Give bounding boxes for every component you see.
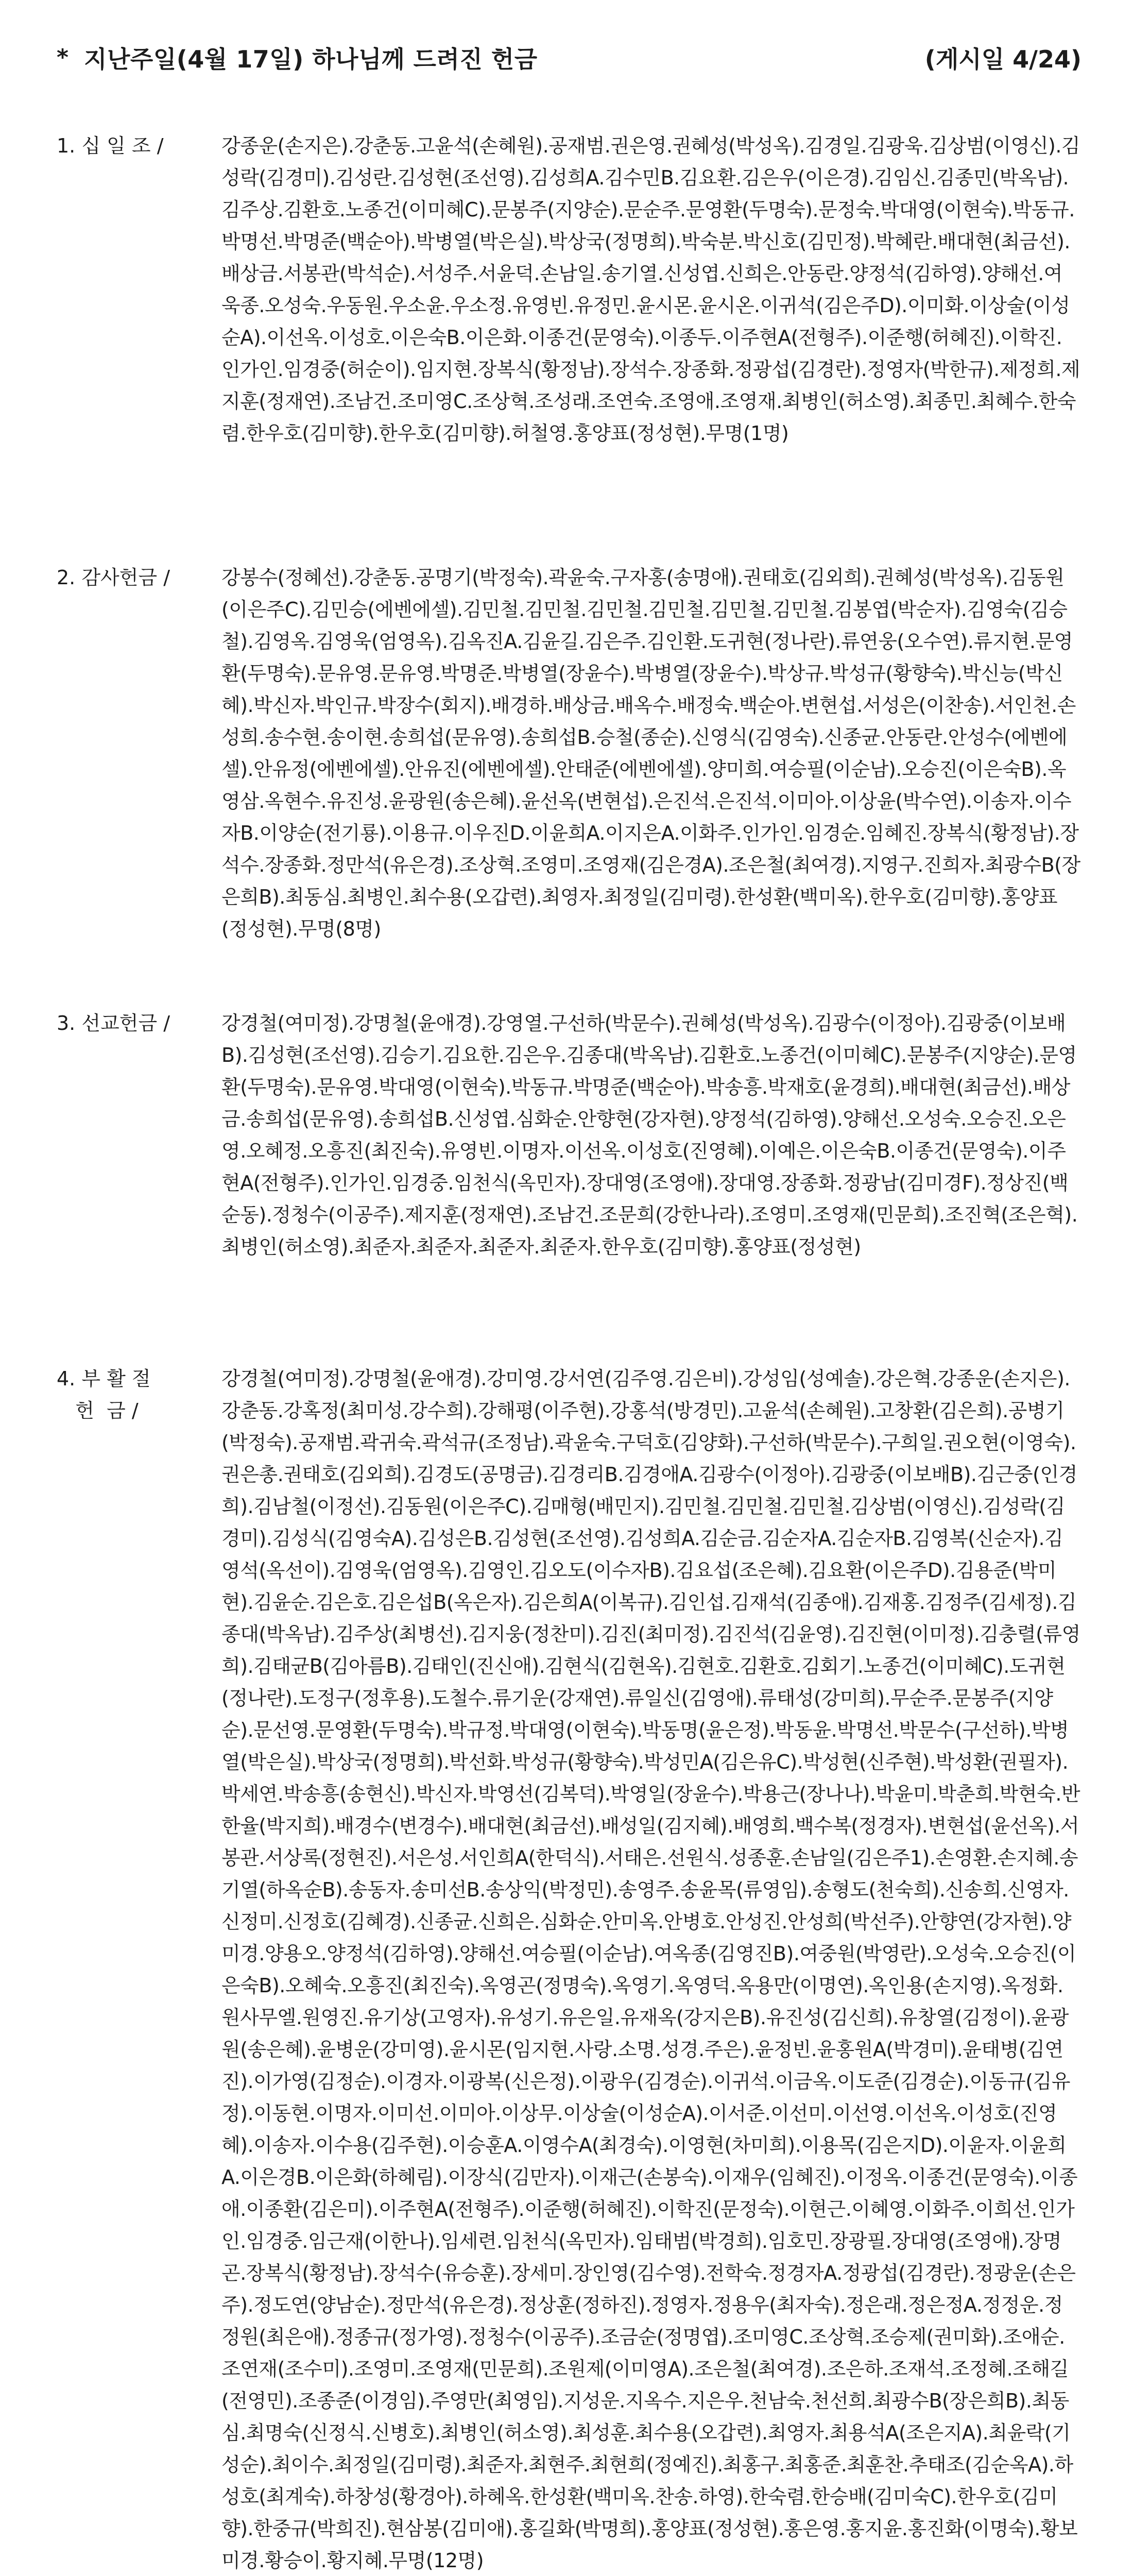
section-names: 강봉수(정혜선).강춘동.공명기(박정숙).곽윤숙.구자홍(송명애).권태호(김외희).권혜성(박성옥).김동원(이은주C).김민승(에벤에셀).김민철.김민철.김민철.김민철.김민철.김민철.김봉엽(박순자).김영숙(김승철).김영옥.김영욱(엄영옥).김옥진A.김윤길.김은주.김인환.도귀현(정나란).류연웅(오수연).류지현.문영환(두명숙).문유영.문유영.박명준.박병열(장윤수).박병열(장윤수).박상규.박성규(황향숙).박신능(박신혜).박신자.박인규.박장수(회지).배경하.배상금.배옥수.배정숙.백순아.변현섭.서성은(이찬송).서인천.손성희.송수현.송이현.송희섭(문유영).송희섭B.승철(종순).신영식(김영숙).신종균.안동란.안성수(에벤에셀).안유정(에벤에셀).안유진(에벤에셀).안태준(에벤에셀).양미희.여승필(이순남).오승진(이은숙B).옥영삼.옥현수.유진성.윤광원(송은혜).윤선옥(변현섭).은진석.은진석.이미아.이상윤(박수연).이송자.이수자B.이양순(전기룡).이용규.이우진D.이윤희A.이지은A.이화주.인가인.임경순.임혜진.장복식(황정남).장석수.장종화.정만석(유은경).조상혁.조영미.조영재(김은경A).조은철(최여경).지영구.진희자.최광수B(장은희B).최동심.최병인.최수용(오갑련).최영자.최정일(김미령).한성환(백미옥).한우호(김미향).홍양표(정성현).무명(8명) — [221, 566, 1080, 940]
section-label: 1. 십 일 조 / — [57, 134, 164, 157]
section-names: 강경철(여미정).강명철(윤애경).강영열.구선하(박문수).권혜성(박성옥).김광수(이정아).김광중(이보배B).김성현(조선영).김승기.김요한.김은우.김종대(박옥남).김환호.노종건(이미혜C).문봉주(지양순).문영환(두명숙).문유영.박대영(이현숙).박동규.박명준(백순아).박송흥.박재호(윤경희).배대현(최금선).배상금.송희섭(문유영).송희섭B.신성엽.심화순.안향현(강자현).양정석(김하영).양해선.오성숙.오승진.오은영.오혜정.오흥진(최진숙).유영빈.이명자.이선옥.이성호(진영혜).이예은.이은숙B.이종건(문영숙).이주현A(전형주).인가인.임경중.임천식(옥민자).장대영(조영애).장대영.장종화.정광남(김미경F).정상진(백순동).정청수(이공주).제지훈(정재연).조남건.조문희(강한나라).조영미.조영재(민문희).조진혁(조은혁).최병인(허소영).최준자.최준자.최준자.최준자.한우호(김미향).홍양표(정성현) — [221, 1012, 1078, 1258]
page-header — [57, 37, 1082, 78]
page-title: 지난주일(4월 17일) 하나님께 드려진 헌금 — [84, 45, 538, 73]
section-names: 강종운(손지은).강춘동.고윤석(손혜원).공재범.권은영.권혜성(박성옥).김경일.김광욱.김상범(이영신).김성락(김경미).김성란.김성현(조선영).김성희A.김수민B.김요환.김은우(이은경).김임신.김종민(박옥남).김주상.김환호.노종건(이미혜C).문봉주(지양순).문순주.문영환(두명숙).문정숙.박대영(이현숙).박동규.박명선.박명준(백순아).박병열(박은실).박상국(정명희).박숙분.박신호(김민정).박혜란.배대현(최금선).배상금.서봉관(박석순).서성주.서윤덕.손남일.송기열.신성엽.신희은.안동란.양정석(김하영).양해선.여욱종.오성숙.우동원.우소윤.우소정.유영빈.유정민.윤시몬.윤시온.이귀석(김은주D).이미화.이상술(이성순A).이선옥.이성호.이은숙B.이은화.이종건(문영숙).이종두.이주현A(전형주).이준행(허혜진).이학진.인가인.임경중(허순이).임지현.장복식(황정남).장석수.장종화.정광섭(김경란).정영자(박한규).제정희.제지훈(정재연).조남건.조미영C.조상혁.조성래.조연숙.조영애.조영재.최병인(허소영).최종민.최혜수.한숙렴.한우호(김미향).한우호(김미향).허철영.홍양표(정성현).무명(1명) — [221, 134, 1080, 445]
asterisk-bullet-icon: * — [57, 44, 69, 71]
section-names: 강경철(여미정).강명철(윤애경).강미영.강서연(김주영.김은비).강성임(성예솔).강은혁.강종운(손지은).강춘동.강혹정(최미성.강수희).강해평(이주현).강홍석(방경민).고윤석(손혜원).고창환(김은희).공병기(박정숙).공재범.곽귀숙.곽석규(조정남).곽윤숙.구덕호(김양화).구선하(박문수).구희일.권오현(이영숙).권은총.권태호(김외희).김경도(공명금).김경리B.김경애A.김광수(이정아).김광중(이보배B).김근중(인경희).김남철(이정선).김동원(이은주C).김매형(배민지).김민철.김민철.김민철.김상범(이영신).김성락(김경미).김성식(김영숙A).김성은B.김성현(조선영).김성희A.김순금.김순자A.김순자B.김영복(신순자).김영석(옥선이).김영욱(엄영옥).김영인.김오도(이수자B).김요섭(조은혜).김요환(이은주D).김용준(박미현).김윤순.김은호.김은섭B(옥은자).김은희A(이복규).김인섭.김재석(김종애).김재홍.김정주(김세정).김종대(박옥남).김주상(최병선).김지웅(정찬미).김진(최미정).김진석(김윤영).김진현(이미정).김충렬(류영희).김태균B(김아름B).김태인(진신애).김현식(김현옥).김현호.김환호.김회기.노종건(이미혜C).도귀현(정나란).도정구(정후용).도철수.류기운(강재연).류일신(김영애).류태성(강미희).무순주.문봉주(지양순).문선영.문영환(두명숙).박규정.박대영(이현숙).박동명(윤은정).박동윤.박명선.박문수(구선하).박병열(박은실).박상국(정명희).박선화.박성규(황향숙).박성민A(김은유C).박성현(신주현).박성환(권필자).박세연.박송흥(송현신).박신자.박영선(김복덕).박영일(장윤수).박용근(장나나).박윤미.박춘희.박현숙.반한율(박지희).배경수(변경수).배대현(최금선).배성일(김지혜).배영희.백수복(정경자).변현섭(윤선옥).서봉관.서상록(정현진).서은성.서인희A(한덕식).서태은.선원식.성종훈.손남일(김은주1).손영환.손지혜.송기열(하옥순B).송동자.송미선B.송상익(박정민).송영주.송윤목(류영임).송형도(천숙희).신송희.신영자.신정미.신정호(김혜경).신종균.신희은.심화순.안미옥.안병호.안성진.안성희(박선주).안향연(강자현).양미경.양용오.양정석(김하영).양해선.여승필(이순남).여옥종(김영진B).여중원(박영란).오성숙.오승진(이은숙B).오혜숙.오흥진(최진숙).옥영곤(정명숙).옥영기.옥영덕.옥용만(이명연).옥인용(손지영).옥정화.원사무엘.원영진.유기상(고영자).유성기.유은일.유재옥(강지은B).유진성(김신희).유창열(김정이).윤광원(송은혜).윤병운(강미영).윤시몬(임지현.사랑.소명.성경.주은).윤정빈.윤홍원A(박경미).윤태병(김연진).이가영(김정순).이경자.이광복(신은정).이광우(김경순).이귀석.이금옥.이도준(김경순).이동규(김유정).이동현.이명자.이미선.이미아.이상무.이상술(이성순A).이서준.이선미.이선영.이선옥.이성호(진영혜).이송자.이수용(김주현).이승훈A.이영수A(최경숙).이영현(차미희).이용목(김은지D).이윤자.이윤희A.이은경B.이은화(하혜림).이장식(김만자).이재근(손봉숙).이재우(임혜진).이정옥.이종건(문영숙).이종애.이종환(김은미).이주현A(전형주).이준행(허혜진).이학진(문정숙).이현근.이혜영.이화주.이희선.인가인.임경중.임근재(이한나).임세련.임천식(옥민자).임태범(박경희).임호민.장광필.장대영(조영애).장명곤.장복식(황정남).장석수(유승훈).장세미.장인영(김수영).전학숙.정경자A.정광섭(김경란).정광운(손은주).정도연(양남순).정만석(유은경).정상훈(정하진).정영자.정용우(최자숙).정은래.정은정A.정정운.정정원(최은애).정종규(정가영).정청수(이공주).조금순(정명엽).조미영C.조상혁.조승제(권미화).조애순.조연재(조수미).조영미.조영재(민문희).조원제(이미영A).조은철(최여경).조은하.조재석.조정혜.조해길(전영민).조종준(이경임).주영만(최영임).지성운.지옥수.지은우.천남숙.천선희.최광수B(장은희B).최동심.최명숙(신정식.신병호).최병인(허소영).최성훈.최수용(오갑련).최영자.최용석A(조은지A).최윤락(기성순).최이수.최정일(김미령).최준자.최현주.최현희(정예진).최홍구.최홍준.최훈찬.추태조(김순옥A).하성호(최계숙).하창성(황경아).하혜옥.한성환(백미옥.찬송.하영).한숙렴.한승배(김미숙C).한우호(김미향).한중규(박희진).현삼봉(김미애).홍길화(박명희).홍양표(정성현).홍은영.홍지윤.홍진화(이명숙).황보미경.황승이.황지혜.무명(12명) — [221, 1367, 1080, 2572]
section-label: 4. 부 활 절 헌 금 / — [57, 1367, 151, 1422]
section-label: 2. 감사헌금 / — [57, 566, 170, 589]
posted-date: (게시일 4/24) — [924, 45, 1082, 73]
header-title-group — [57, 41, 538, 75]
section-label: 3. 선교헌금 / — [57, 1012, 170, 1035]
